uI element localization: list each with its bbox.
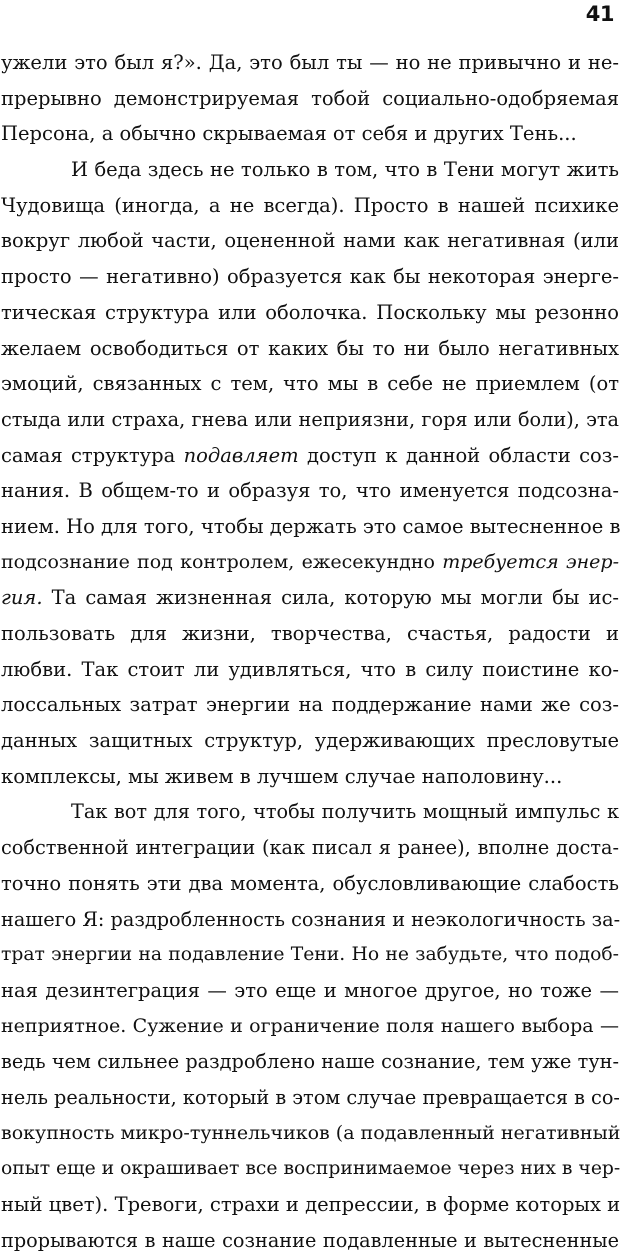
text-run: доступ к данной области соз- (298, 443, 619, 467)
body-text (1, 45, 619, 1258)
emphasis-text: гия. (1, 586, 43, 610)
text-line (1, 545, 619, 581)
text-line: ный цвет). Тревоги, страхи и депрессии, в форме которых и (1, 1193, 620, 1216)
text-line: нашего Я: раздробленность сознания и неэкологичность за- (1, 907, 620, 931)
text-line: ужели это был я?». Да, это был ты — но не привычно и не- (1, 51, 619, 74)
text-line: вокупность микро-туннельчиков (а подавленный негативный (1, 1121, 620, 1144)
text-run: подсознание под контролем, ежесекундно (1, 550, 443, 573)
text-line (1, 580, 619, 616)
text-line: Так вот для того, чтобы получить мощный импульс к (71, 800, 619, 824)
text-line: эмоций, связанных с тем, что мы в себе не приемлем (от (1, 372, 619, 396)
text-line: прерывно демонстрируемая тобой социально-одобряемая (1, 86, 619, 110)
text-line: тическая структура или оболочка. Поскольку мы резонно (1, 300, 619, 324)
text-line: Чудовища (иногда, а не всегда). Просто в нашей психике (1, 193, 619, 217)
text-line: нания. В общем-то и образуя то, что именуется подсозна- (1, 479, 619, 503)
text-line: прорываются в наше сознание подавленные и вытесненные (1, 1228, 619, 1252)
text-line: трат энергии на подавление Тени. Но не забудьте, что подоб- (1, 944, 619, 966)
text-line: желаем освободиться от каких бы то ни было негативных (1, 336, 619, 360)
text-line: лоссальных затрат энергии на поддержание нами же соз- (1, 693, 619, 717)
text-line: собственной интеграции (как писал я ранее), вполне доста- (1, 836, 619, 860)
text-line: Персона, а обычно скрываемая от себя и других Тень... (1, 122, 577, 146)
text-line: пользовать для жизни, творчества, счастья, радости и (1, 622, 619, 645)
text-line: любви. Так стоит ли удивляться, что в силу поистине ко- (1, 657, 619, 681)
page-number: 41 (585, 2, 614, 26)
text-line: И беда здесь не только в том, что в Тени могут жить (71, 158, 619, 182)
paragraph-2 (1, 152, 619, 794)
paragraph-1 (1, 45, 619, 152)
text-line: просто — негативно) образуется как бы некоторая энерге- (1, 265, 619, 289)
text-line: стыда или страха, гнева или неприязни, горя или боли), эта (1, 407, 619, 431)
text-run: Та самая жизненная сила, которую мы могли бы ис- (42, 586, 619, 610)
text-line: ная дезинтеграция — это еще и многое другое, но тоже — (1, 978, 619, 1002)
text-line (1, 438, 619, 474)
emphasis-text: требуется энер- (442, 550, 619, 573)
text-line: данных защитных структур, удерживающих пресловутые (1, 729, 619, 753)
emphasis-text: подавляет (183, 443, 299, 467)
text-line: вокруг любой части, оцененной нами как негативная (или (1, 229, 619, 253)
text-line: опыт еще и окрашивает все воспринимаемое через них в чер- (1, 1158, 620, 1180)
text-line: комплексы, мы живем в лучшем случае наполовину... (1, 764, 563, 788)
text-line: точно понять эти два момента, обусловливающие слабость (1, 871, 619, 895)
paragraph-3 (1, 794, 619, 1258)
text-run: самая структура (1, 443, 184, 467)
text-line: неприятное. Сужение и ограничение поля нашего выбора — (1, 1014, 619, 1037)
text-line: нием. Но для того, чтобы держать это самое вытесненное в (1, 514, 620, 538)
text-line: нель реальности, который в этом случае превращается в со- (1, 1085, 620, 1109)
text-line: ведь чем сильнее раздроблено наше сознание, тем уже тун- (1, 1050, 619, 1074)
